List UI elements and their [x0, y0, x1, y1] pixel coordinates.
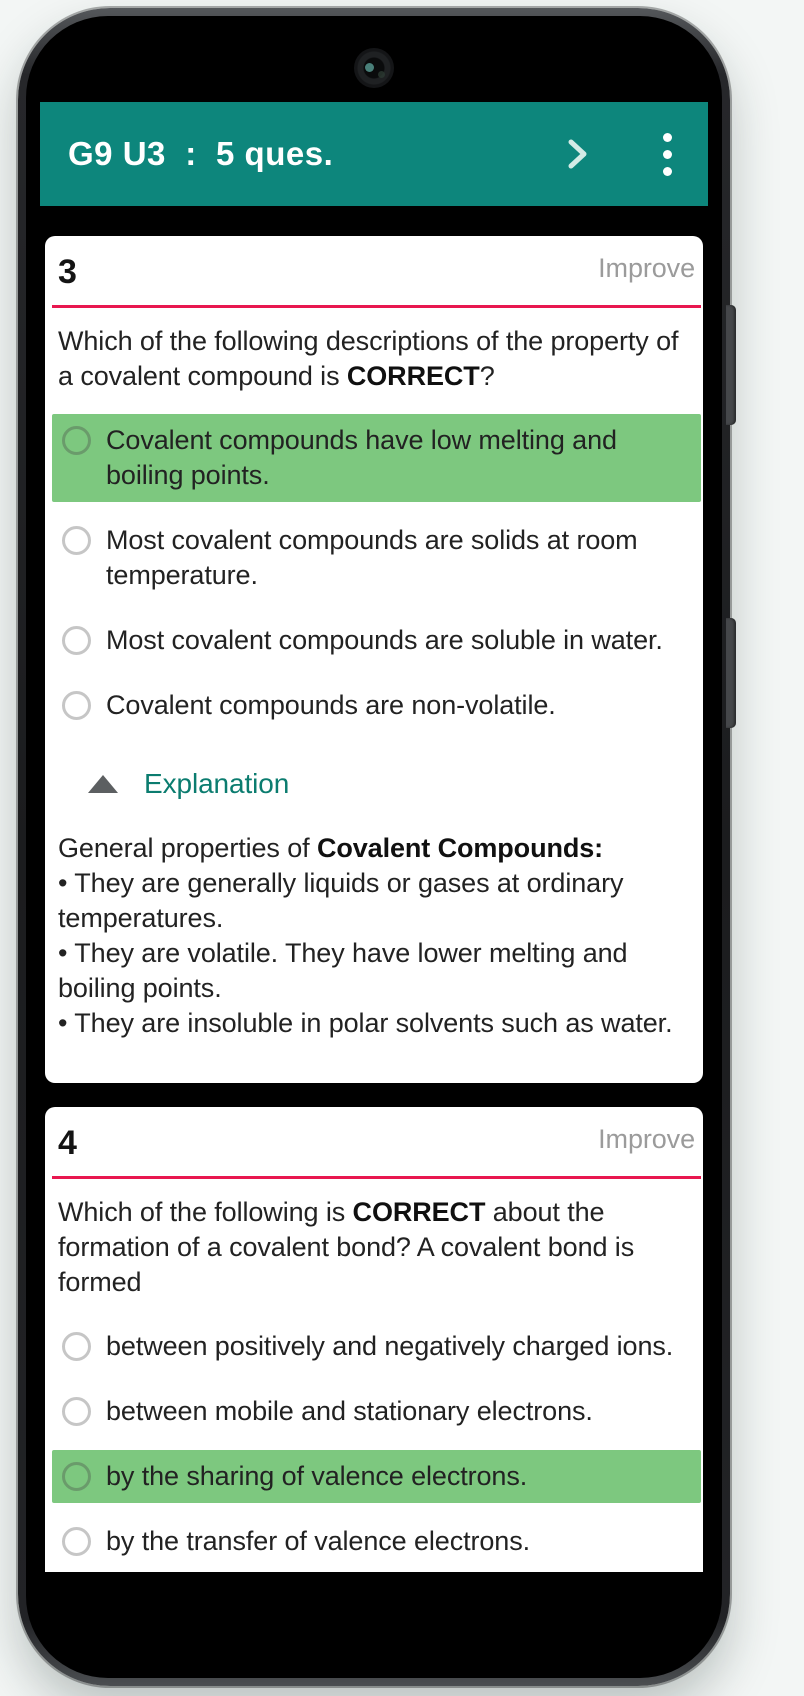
improve-link[interactable]: Improve	[598, 253, 695, 283]
camera-glint	[365, 63, 374, 72]
explanation-text	[58, 831, 695, 1041]
card-header	[58, 252, 695, 292]
card-divider	[52, 1176, 701, 1179]
question-text	[58, 1195, 695, 1300]
explanation-bullet: • They are generally liquids or gases at ordinary temperatures.	[58, 868, 624, 933]
kebab-menu-icon[interactable]	[659, 129, 676, 180]
option-row[interactable]	[52, 1385, 701, 1438]
phone-bezel	[26, 16, 722, 1678]
app-bar-title: G9 U3 : 5 ques.	[68, 135, 334, 172]
question-text-post: about the formation of a covalent bond? A covalent bond is formed	[58, 1197, 635, 1297]
radio-button-icon[interactable]	[62, 1332, 91, 1361]
question-text-post: ?	[479, 361, 495, 391]
collapse-triangle-icon	[88, 775, 118, 793]
option-row[interactable]	[52, 679, 701, 732]
option-row[interactable]	[52, 414, 701, 502]
option-label: between mobile and stationary electrons.	[106, 1396, 593, 1426]
radio-button-icon[interactable]	[62, 691, 91, 720]
question-number: 3	[58, 253, 77, 291]
phone-screen	[40, 36, 708, 1658]
radio-button-icon[interactable]	[62, 1397, 91, 1426]
radio-button-icon[interactable]	[62, 1462, 91, 1491]
question-card	[45, 1107, 703, 1572]
radio-button-icon[interactable]	[62, 1527, 91, 1556]
question-text	[58, 324, 695, 394]
front-camera-icon	[354, 48, 394, 88]
explanation-intro-pre: General properties of	[58, 833, 317, 863]
options-group	[58, 1320, 695, 1568]
option-row[interactable]	[52, 614, 701, 667]
options-group	[58, 414, 695, 732]
option-row[interactable]	[52, 514, 701, 602]
explanation-intro-bold: Covalent Compounds:	[316, 833, 604, 863]
improve-link[interactable]: Improve	[598, 1124, 695, 1154]
option-label: Covalent compounds are non-volatile.	[106, 690, 556, 720]
option-label: Most covalent compounds are solids at room temperature.	[106, 525, 638, 590]
camera-glint-secondary	[378, 71, 385, 78]
explanation-bullets	[58, 866, 695, 1041]
question-text-pre: Which of the following is	[58, 1197, 353, 1227]
question-text-pre: Which of the following descriptions of the property of a covalent compound is	[58, 326, 679, 391]
app-bar	[40, 102, 708, 206]
option-label: by the transfer of valence electrons.	[106, 1526, 531, 1556]
question-list[interactable]	[40, 206, 708, 1572]
phone-mockup-frame	[18, 8, 730, 1686]
volume-button	[726, 305, 736, 425]
explanation-bullet: • They are insoluble in polar solvents such as water.	[58, 1008, 673, 1038]
option-label: by the sharing of valence electrons.	[106, 1461, 528, 1491]
chevron-right-icon[interactable]	[559, 136, 595, 172]
radio-button-icon[interactable]	[62, 426, 91, 455]
explanation-intro	[58, 831, 695, 866]
power-button	[726, 618, 736, 728]
explanation-bullet: • They are volatile. They have lower melting and boiling points.	[58, 938, 628, 1003]
option-label: Most covalent compounds are soluble in water.	[106, 625, 663, 655]
explanation-label: Explanation	[144, 768, 290, 799]
question-number: 4	[58, 1124, 77, 1162]
radio-button-icon[interactable]	[62, 526, 91, 555]
question-card	[45, 236, 703, 1083]
question-text-bold: CORRECT	[352, 1197, 486, 1227]
question-text-bold: CORRECT	[346, 361, 480, 391]
option-row[interactable]	[52, 1450, 701, 1503]
option-label: between positively and negatively charged ions.	[106, 1331, 674, 1361]
option-label: Covalent compounds have low melting and boiling points.	[106, 425, 617, 490]
radio-button-icon[interactable]	[62, 626, 91, 655]
explanation-toggle[interactable]	[88, 766, 695, 801]
card-header	[58, 1123, 695, 1163]
option-row[interactable]	[52, 1320, 701, 1373]
option-row[interactable]	[52, 1515, 701, 1568]
card-divider	[52, 305, 701, 308]
